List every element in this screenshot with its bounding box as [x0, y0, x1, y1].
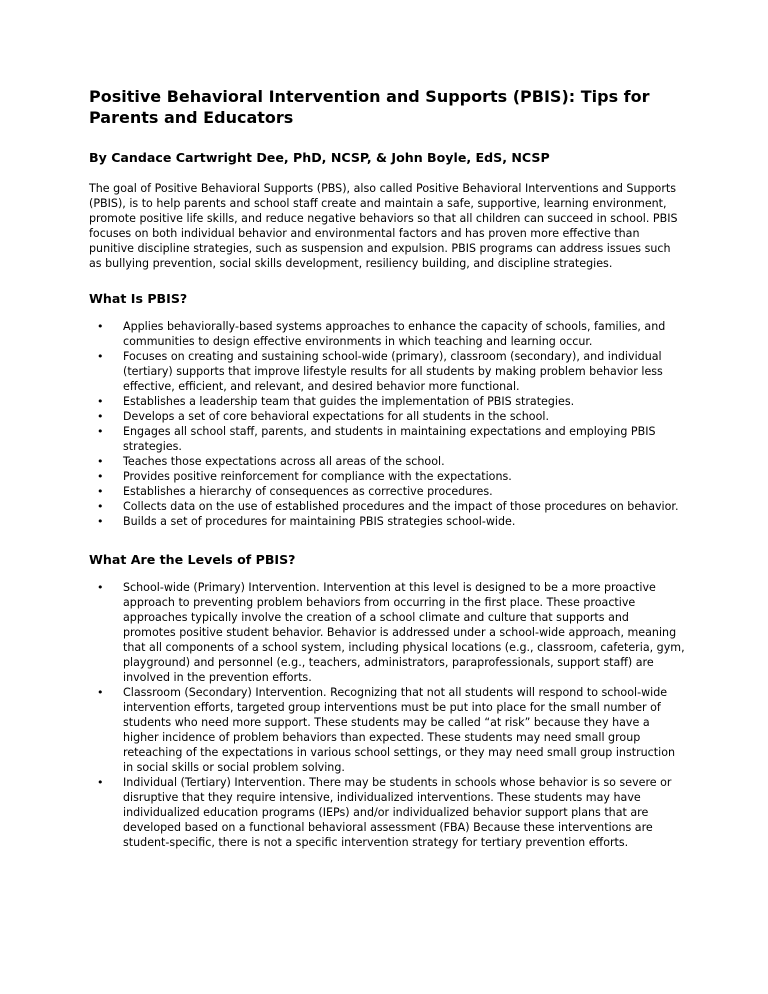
- sections-container: [89, 290, 685, 850]
- list-item-text: Engages all school staff, parents, and students in maintaining expectations and employing PBIS strategies.: [123, 425, 656, 453]
- bullet-icon: •: [97, 410, 104, 423]
- list-item-text: Establishes a leadership team that guides the implementation of PBIS strategies.: [123, 395, 575, 408]
- list-item-text: Develops a set of core behavioral expectations for all students in the school.: [123, 410, 549, 423]
- list-item-text: Provides positive reinforcement for compliance with the expectations.: [123, 470, 512, 483]
- bullet-icon: •: [97, 350, 104, 363]
- intro-paragraph: The goal of Positive Behavioral Supports (PBS), also called Positive Behavioral Interventions and Supports (PBIS), is to help parents and school staff create and maintain a safe, supportive, learning environment, promote positive life skills, and reduce negative behaviors so that all children can succeed in school. PBIS focuses on both individual behavior and environmental factors and has proven more effective than punitive discipline strategies, such as suspension and expulsion. PBIS programs can address issues such as bullying prevention, social skills development, resiliency building, and discipline strategies.: [89, 182, 678, 270]
- list-item: [97, 424, 685, 454]
- list-item: [97, 409, 685, 424]
- list-item: [97, 514, 685, 529]
- list-item: [97, 394, 685, 409]
- list-item-text: Teaches those expectations across all areas of the school.: [123, 455, 445, 468]
- bullet-icon: •: [97, 455, 104, 468]
- list-item-text: School-wide (Primary) Intervention. Intervention at this level is designed to be a more proactive approach to preventing problem behaviors from occurring in the first place. These proactive approaches typically involve the creation of a school climate and culture that supports and promotes positive student behavior. Behavior is addressed under a school-wide approach, meaning that all components of a school system, including physical locations (e.g., classroom, cafeteria, gym, playground) and personnel (e.g., teachers, administrators, paraprofessionals, support staff) are involved in the prevention efforts.: [123, 581, 685, 684]
- bullet-icon: •: [97, 425, 104, 438]
- list-item-text: Collects data on the use of established procedures and the impact of those procedures on behavior.: [123, 500, 679, 513]
- author-byline: By Candace Cartwright Dee, PhD, NCSP, & John Boyle, EdS, NCSP: [89, 150, 550, 165]
- list-item: [97, 469, 685, 484]
- list-item: [97, 319, 685, 349]
- section-heading: What Is PBIS?: [89, 291, 188, 306]
- list-item-text: Establishes a hierarchy of consequences as corrective procedures.: [123, 485, 493, 498]
- bullet-icon: •: [97, 320, 104, 333]
- list-item-text: Focuses on creating and sustaining school-wide (primary), classroom (secondary), and individual (tertiary) supports that improve lifestyle results for all students by making problem behavior less effective, efficient, and relevant, and desired behavior more functional.: [123, 350, 663, 393]
- list-item: [97, 580, 685, 685]
- list-item: [97, 775, 685, 850]
- document-page: [89, 86, 685, 872]
- section-heading: What Are the Levels of PBIS?: [89, 552, 296, 567]
- bullet-icon: •: [97, 776, 104, 789]
- list-item-text: Applies behaviorally-based systems approaches to enhance the capacity of schools, families, and communities to design effective environments in which teaching and learning occur.: [123, 320, 666, 348]
- list-item: [97, 454, 685, 469]
- document-title: Positive Behavioral Intervention and Supports (PBIS): Tips for Parents and Educators: [89, 87, 650, 127]
- list-item: [97, 685, 685, 775]
- list-item: [97, 499, 685, 514]
- bullet-icon: •: [97, 686, 104, 699]
- bullet-icon: •: [97, 500, 104, 513]
- bullet-list: [89, 580, 685, 850]
- bullet-icon: •: [97, 515, 104, 528]
- bullet-icon: •: [97, 581, 104, 594]
- list-item-text: Individual (Tertiary) Intervention. There may be students in schools whose behavior is so severe or disruptive that they require intensive, individualized interventions. These students may have individualized education programs (IEPs) and/or individualized behavior support plans that are developed based on a functional behavioral assessment (FBA) Because these interventions are student-specific, there is not a specific intervention strategy for tertiary prevention efforts.: [123, 776, 672, 849]
- bullet-icon: •: [97, 395, 104, 408]
- list-item: [97, 484, 685, 499]
- bullet-list: [89, 319, 685, 529]
- bullet-icon: •: [97, 485, 104, 498]
- list-item: [97, 349, 685, 394]
- list-item-text: Builds a set of procedures for maintaining PBIS strategies school-wide.: [123, 515, 516, 528]
- list-item-text: Classroom (Secondary) Intervention. Recognizing that not all students will respond to school-wide intervention efforts, targeted group interventions must be put into place for the small number of students who need more support. These students may be called “at risk” because they have a higher incidence of problem behaviors than expected. These students may need small group reteaching of the expectations in various school settings, or they may need small group instruction in social skills or social problem solving.: [123, 686, 676, 774]
- bullet-icon: •: [97, 470, 104, 483]
